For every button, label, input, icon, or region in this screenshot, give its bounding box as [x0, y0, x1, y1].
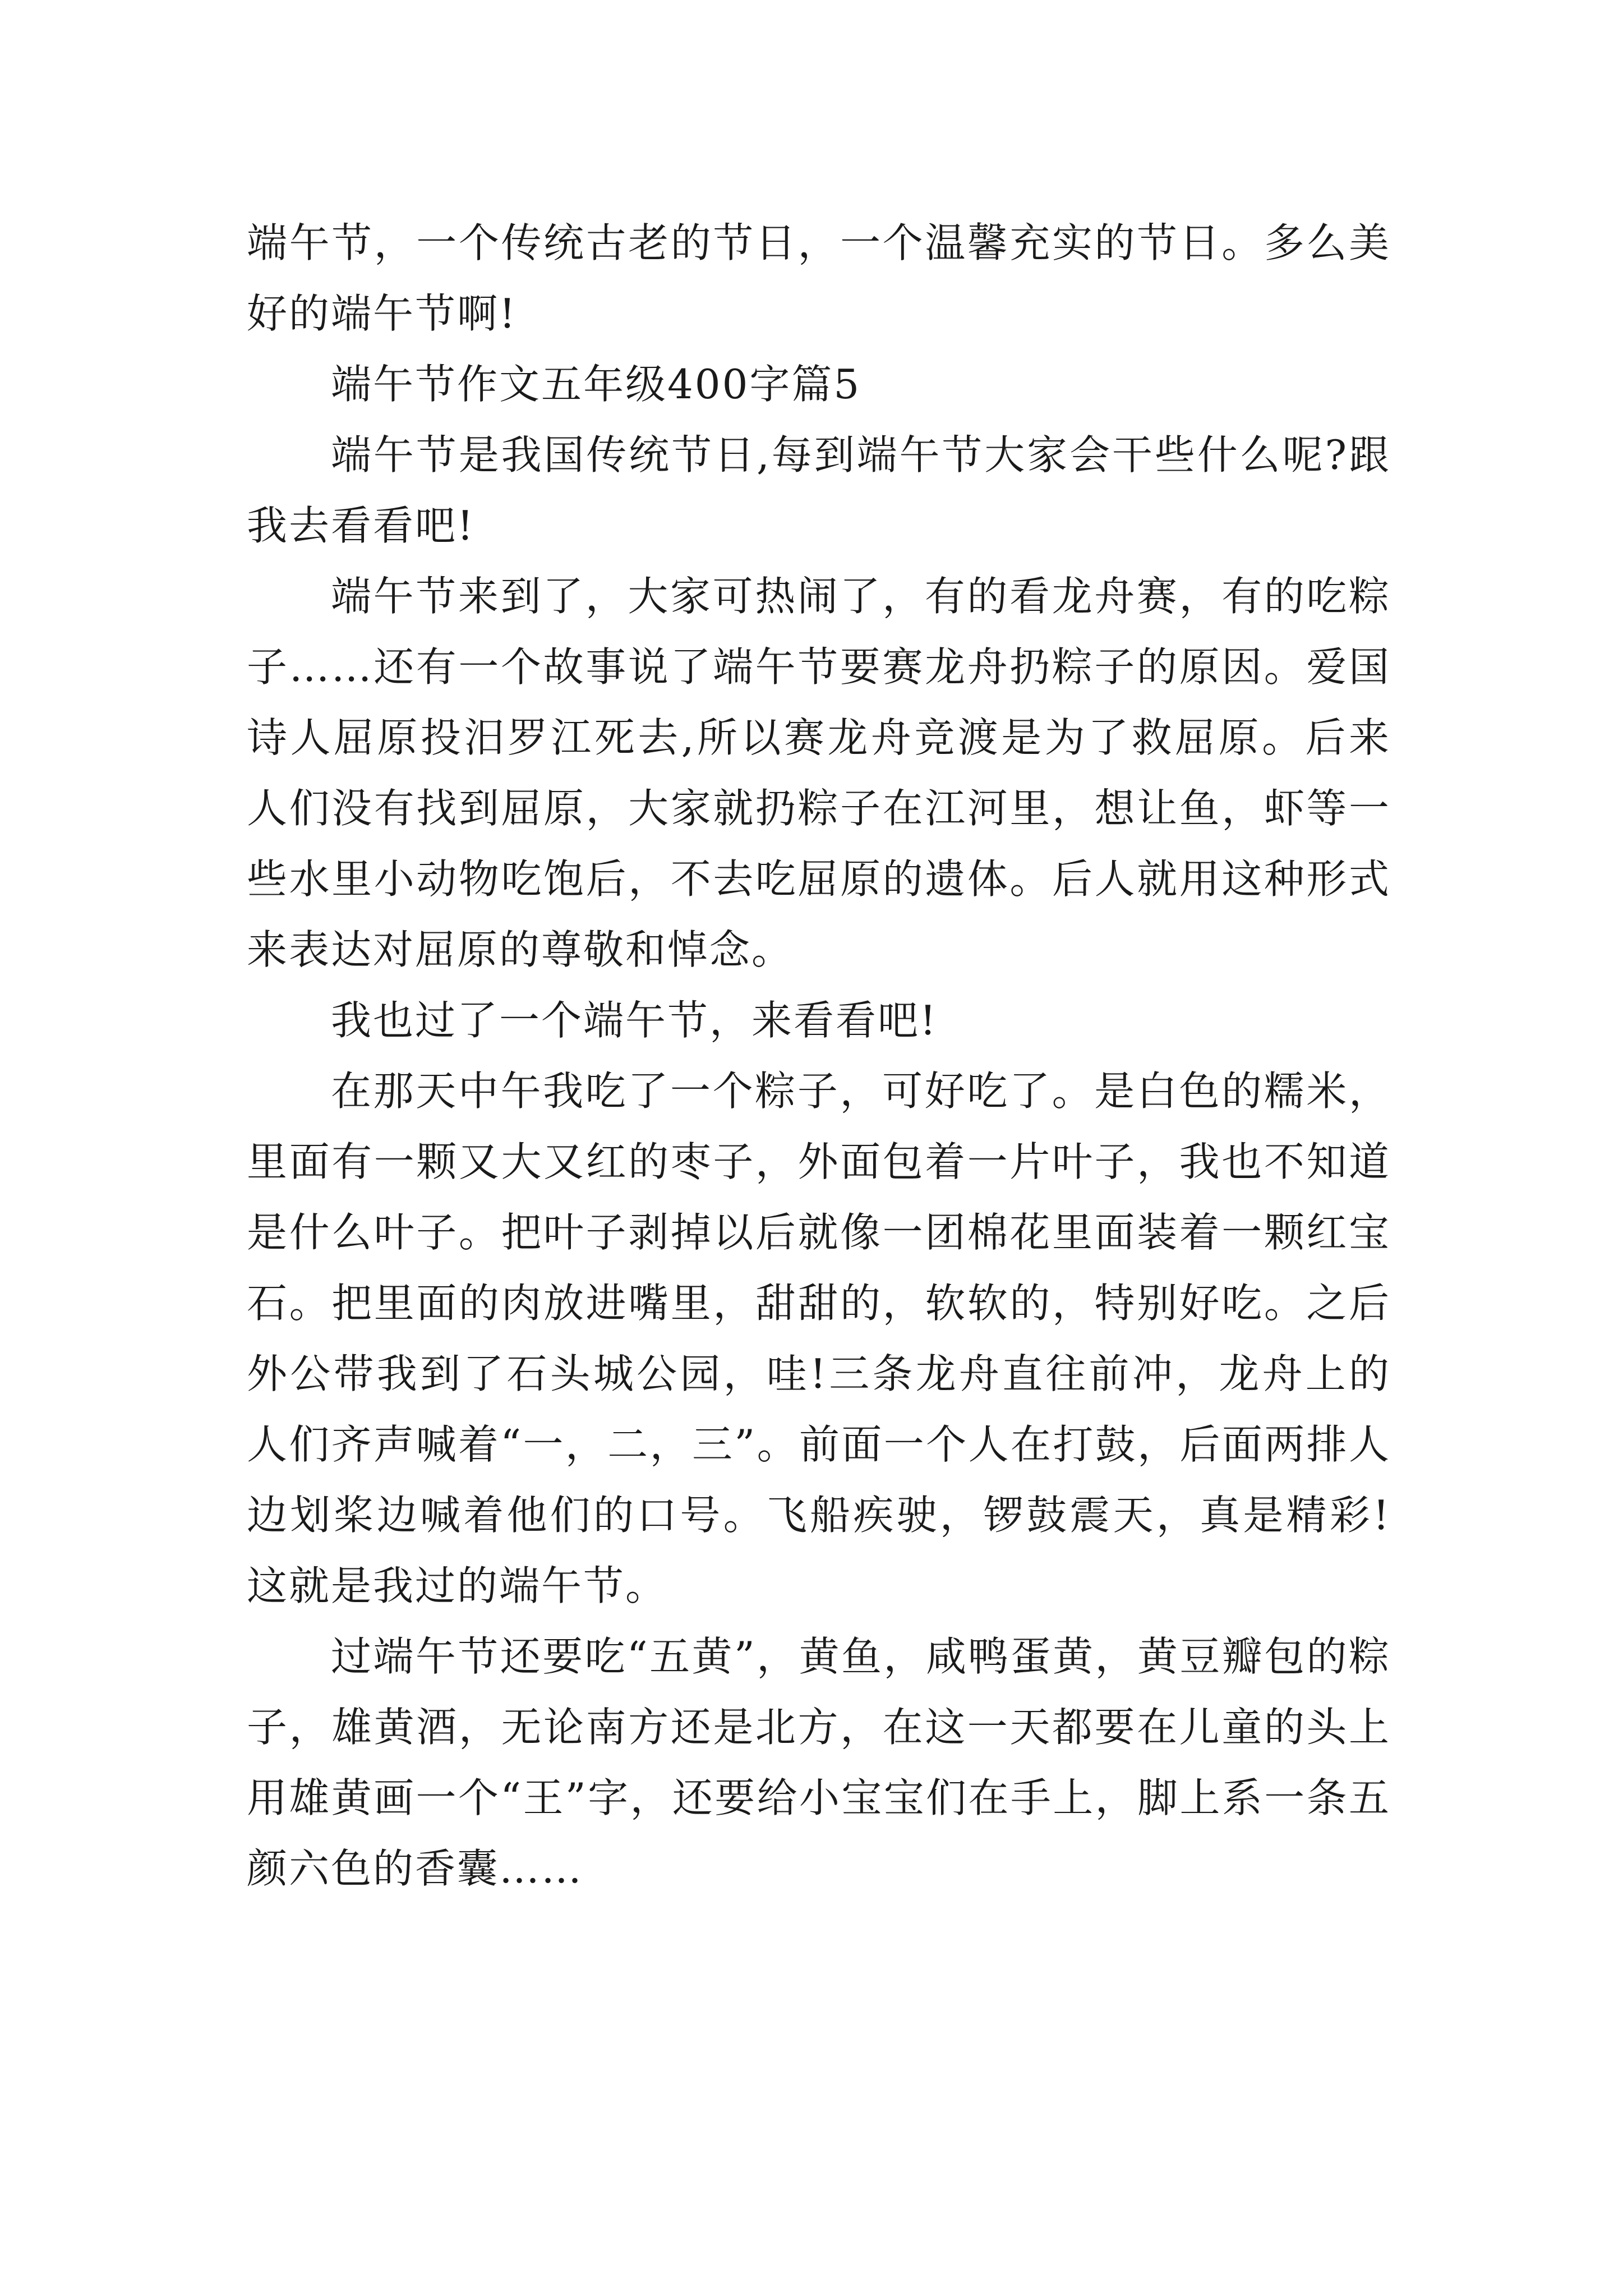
- paragraph-customs: 过端午节还要吃“五黄”，黄鱼，咸鸭蛋黄，黄豆瓣包的粽子，雄黄酒，无论南方还是北方，在这一天都要在儿童的头上用雄黄画一个“王”字，还要给小宝宝们在手上，脚上系一条五颜六色的香囊……: [247, 1633, 1391, 1892]
- paragraph-experience: 在那天中午我吃了一个粽子，可好吃了。是白色的糯米，里面有一颗又大又红的枣子，外面包着一片叶子，我也不知道是什么叶子。把叶子剥掉以后就像一团棉花里面装着一颗红宝石。把里面的肉放进嘴里，甜甜的，软软的，特别好吃。之后外公带我到了石头城公园，哇!三条龙舟直往前冲，龙舟上的人们齐声喊着“一，二，三”。前面一个人在打鼓，后面两排人边划桨边喊着他们的口号。飞船疾驶，锣鼓震天，真是精彩!这就是我过的端午节。: [247, 1068, 1391, 1609]
- document-body: [247, 208, 1391, 1904]
- paragraph-intro: 端午节是我国传统节日,每到端午节大家会干些什么呢?跟我去看看吧!: [247, 431, 1391, 549]
- paragraph-legend: 端午节来到了，大家可热闹了，有的看龙舟赛，有的吃粽子……还有一个故事说了端午节要赛龙舟扔粽子的原因。爱国诗人屈原投汨罗江死去,所以赛龙舟竞渡是为了救屈原。后来人们没有找到屈原，大家就扔粽子在江河里，想让鱼，虾等一些水里小动物吃饱后，不去吃屈原的遗体。后人就用这种形式来表达对屈原的尊敬和悼念。: [247, 573, 1391, 973]
- section-heading: 端午节作文五年级400字篇5: [331, 361, 861, 408]
- paragraph-closing: 端午节，一个传统古老的节日，一个温馨充实的节日。多么美好的端午节啊!: [247, 219, 1391, 337]
- paragraph-transition: 我也过了一个端午节，来看看吧!: [331, 997, 938, 1044]
